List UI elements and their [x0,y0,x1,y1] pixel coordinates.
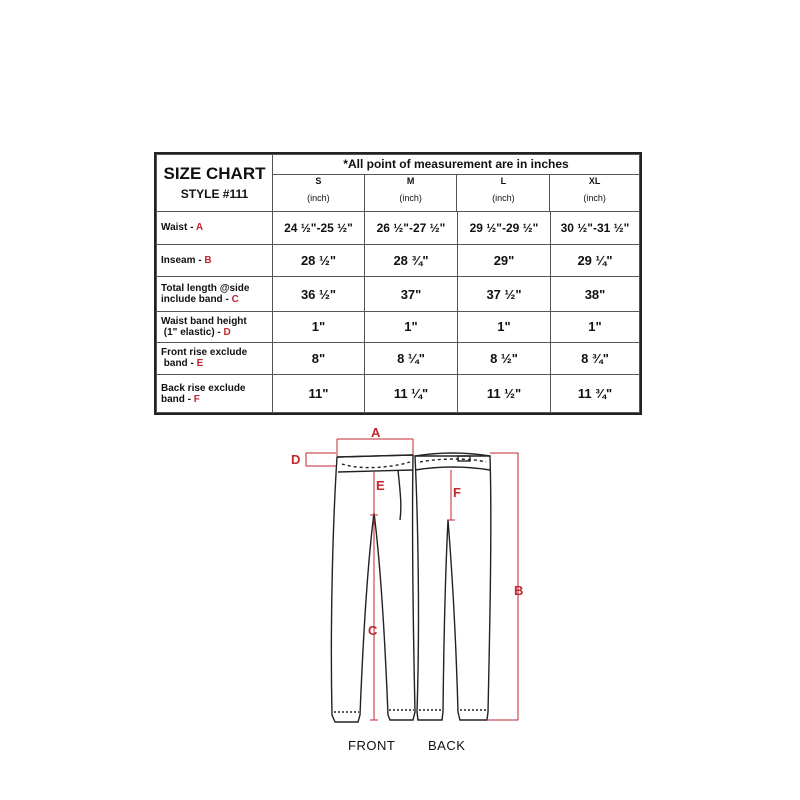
row-label: Waist - A [157,212,273,245]
value-cell: 8 ½" [458,342,551,375]
measure-line-d [306,453,336,466]
value-cell: 11 ½" [458,375,551,413]
value-cell: 36 ½" [273,277,365,312]
value-cell: 28 ½" [273,244,365,277]
value-cell: 24 ½"-25 ½" [273,212,365,245]
front-caption: FRONT [348,738,396,753]
row-letter: D [223,326,231,338]
size-header-l: L (inch) [457,175,550,211]
size-header-xl: XL (inch) [583,175,606,203]
label-d: D [291,452,301,467]
value-cell: 8 ¾" [551,342,640,375]
value-cell: 29" [458,244,551,277]
measurement-note: *All point of measurement are in inches [343,156,569,171]
value-cell: 11 ¾" [551,375,640,413]
label-f: F [453,485,461,500]
row-letter: C [231,294,239,306]
label-a: A [371,425,381,440]
row-letter: E [196,358,204,370]
size-header-s: S (inch) [273,175,365,211]
value-cell: 38" [551,277,640,312]
size-header-m: M (inch) [365,175,458,211]
front-pants-outline [331,455,415,722]
value-cell: 37 ½" [458,277,551,312]
value-cell: 29 ¼" [551,244,640,277]
value-cell: 8" [273,342,365,375]
value-cell: 1" [458,312,551,343]
value-cell: 29 ½"-29 ½" [458,212,551,245]
value-cell: 26 ½"-27 ½" [365,212,458,245]
value-cell: 1" [551,312,640,343]
value-cell: 1" [365,312,458,343]
chart-title: SIZE CHART [163,164,266,184]
row-label: Total length @side include band - C [157,277,273,312]
value-cell: 8 ¼" [365,342,458,375]
value-cell: 1" [273,312,365,343]
label-c: C [368,623,378,638]
back-caption: BACK [428,738,466,753]
label-b: B [514,583,524,598]
value-cell: 11 ¼" [365,375,458,413]
row-letter: F [193,393,200,405]
measure-line-c [370,520,378,720]
value-cell: 28 ¾" [365,244,458,277]
row-label: Waist band height (1" elastic) - D [157,312,273,343]
value-cell: 37" [365,277,458,312]
row-letter: A [195,222,204,234]
value-cell: 30 ½"-31 ½" [551,212,640,245]
style-number: STYLE #111 [180,187,249,202]
value-cell: 11" [273,375,365,413]
row-label: Back rise exclude band - F [157,375,273,413]
measure-line-a [337,439,413,456]
label-e: E [376,478,385,493]
row-letter: B [204,255,212,267]
row-label: Inseam - B [157,244,273,277]
row-label: Front rise exclude band - E [157,342,273,375]
